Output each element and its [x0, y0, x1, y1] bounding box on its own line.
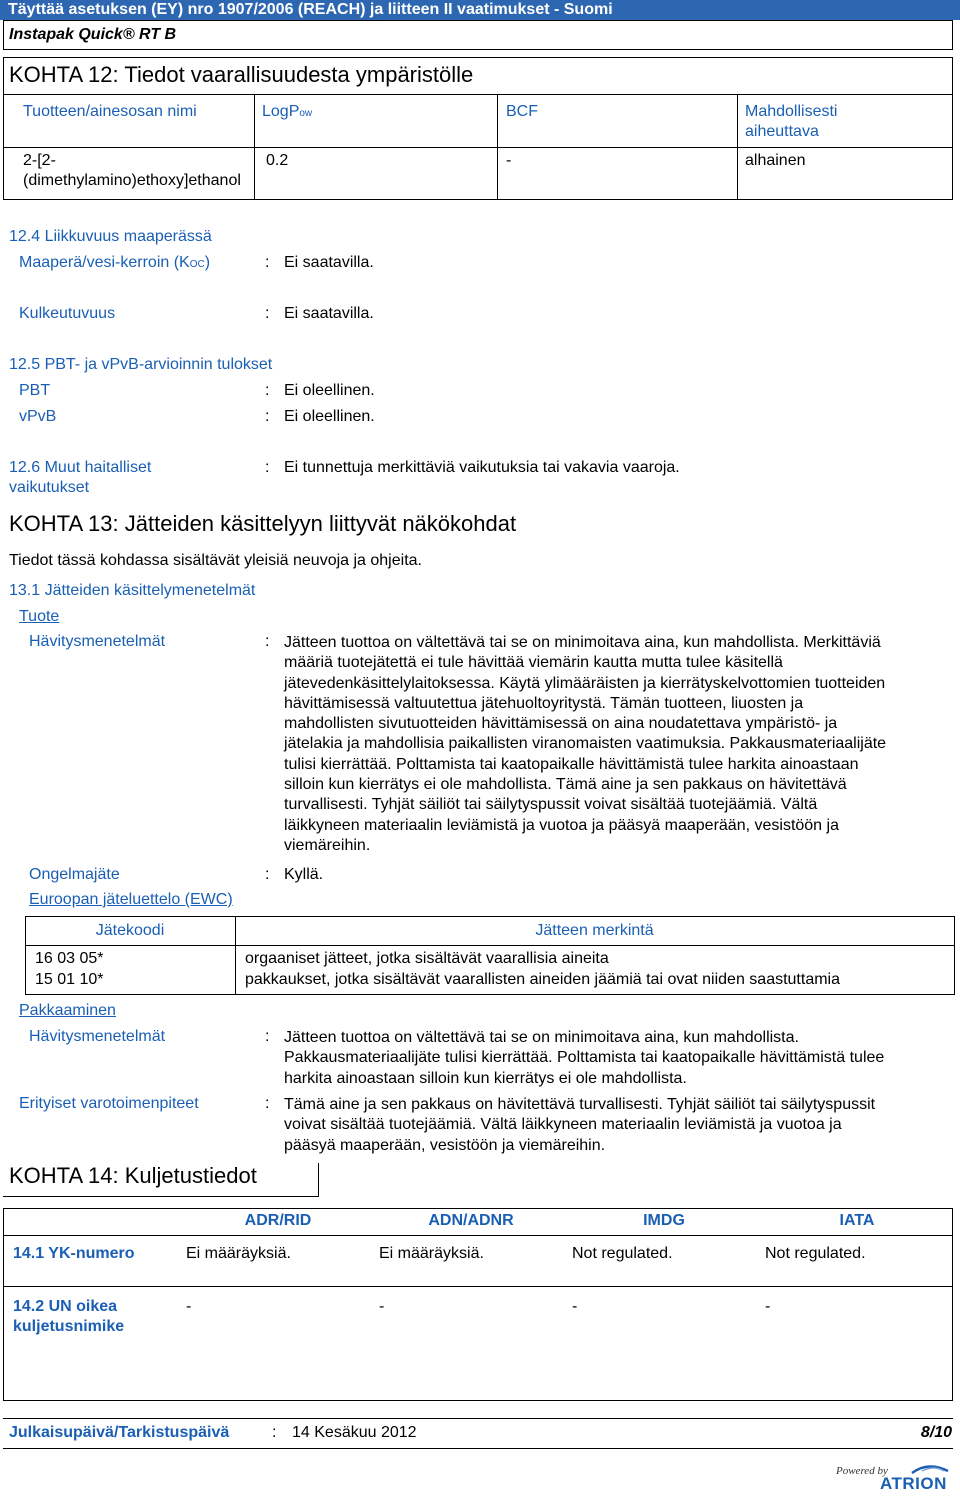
product-name: Instapak Quick® RT B — [9, 26, 177, 43]
havitys-line: tulisi kierrättää. Polttamista tai kaatopaikalle hävittämistä tulee harkita ainoastaan — [284, 755, 859, 773]
vpvb-value: Ei oleellinen. — [284, 408, 375, 425]
erityiset-label: Erityiset varotoimenpiteet — [19, 1095, 199, 1112]
erityiset-text — [284, 1095, 954, 1156]
pak-havitys-label: Hävitysmenetelmät — [29, 1028, 166, 1045]
pak-havitys-line: harkita ainoastaan silloin kun kierrätys ei ole mahdollista. — [284, 1069, 687, 1087]
ewc-table-right — [954, 916, 955, 995]
erityiset-line: Tämä aine ja sen pakkaus on hävitettävä turvallisesti. Tyhjät säiliöt tai säilytyspussit — [284, 1096, 876, 1113]
powered-by-text: Powered by — [836, 1465, 888, 1477]
footer-date-label: Julkaisupäivä/Tarkistuspäivä — [9, 1424, 230, 1441]
section-13-title: KOHTA 13: Jätteiden käsittelyyn liittyvät näkökohdat — [9, 511, 517, 536]
transport-col-adr: ADR/RID — [244, 1212, 312, 1229]
ewc-code: 16 03 05* — [35, 950, 104, 967]
table-header-logp: LogPow — [262, 103, 313, 120]
havitys-text — [284, 633, 954, 856]
havitys-line: viemäreihin. — [284, 836, 371, 854]
havitys-line: hävittämisessä valtuutettua jätehuoltoyritystä. Tämän tuotteen, liuosten ja — [284, 694, 804, 712]
substance-name-line-1: 2-[2- — [23, 152, 56, 169]
heading-12-6-line-2: vaikutukset — [9, 479, 90, 496]
vpvb-colon: : — [265, 408, 270, 425]
section-14-box — [3, 1208, 953, 1401]
un-name-adn: - — [379, 1298, 385, 1315]
page-number: 8/10 — [920, 1424, 952, 1441]
table-header-potential-2: aiheuttava — [745, 123, 819, 140]
ewc-table-bottom — [25, 994, 955, 995]
footer-colon: : — [272, 1424, 277, 1441]
kulkeutuvuus-colon: : — [265, 305, 270, 322]
heading-12-6-line-1: 12.6 Muut haitalliset — [9, 459, 152, 476]
pak-havitys-line: Jätteen tuottoa on vältettävä tai se on minimoitava aina, kun mahdollista. — [284, 1029, 799, 1046]
heading-12-4: 12.4 Liikkuvuus maaperässä — [9, 228, 212, 245]
transport-header-rule — [3, 1235, 953, 1236]
substance-potential: alhainen — [745, 152, 806, 169]
transport-col-imdg: IMDG — [643, 1212, 685, 1229]
ewc-table-header-rule — [25, 945, 955, 946]
ewc-header-code: Jätekoodi — [95, 922, 165, 939]
pakkaaminen-heading: Pakkaaminen — [19, 1002, 116, 1019]
table-header-rule — [3, 147, 953, 148]
ongelmajate-value: Kyllä. — [284, 866, 324, 883]
pbt-colon: : — [265, 382, 270, 399]
pak-havitys-colon: : — [265, 1028, 270, 1045]
havitys-label: Hävitysmenetelmät — [29, 633, 166, 650]
havitys-line: läikkyneen materiaalin leviämistä ja vuotoa ja pääsyä maaperään, vesistöön ja — [284, 816, 839, 834]
havitys-line: Jätteen tuottoa on vältettävä tai se on minimoitava aina, kun mahdollista. Merkittäviä — [284, 634, 881, 651]
un-name-imdg: - — [572, 1298, 578, 1315]
section-12-divider — [3, 94, 953, 95]
atrion-logo-text: ATRION — [880, 1474, 947, 1493]
footer-rule-bottom — [3, 1448, 953, 1449]
footer-date: 14 Kesäkuu 2012 — [292, 1424, 417, 1441]
un-name-iata: - — [765, 1298, 771, 1315]
ewc-desc: pakkaukset, jotka sisältävät vaarallisten aineiden jäämiä tai ovat niiden saastuttamia — [245, 971, 840, 988]
ewc-code: 15 01 10* — [35, 971, 104, 988]
ewc-header-desc: Jätteen merkintä — [535, 922, 654, 939]
section-14-title: KOHTA 14: Kuljetustiedot — [3, 1163, 319, 1197]
vpvb-label: vPvB — [19, 408, 57, 425]
tuote-heading: Tuote — [19, 608, 60, 625]
un-name-adr: - — [186, 1298, 192, 1315]
havitys-line: silloin kun kierrätys ei ole mahdollista. Tämä aine ja sen pakkaus on hävitettävä — [284, 776, 847, 794]
erityiset-line: voivat sisältää tuotejäämiä. Vältä läikkyneen materiaalin leviämistä ja vuotoa ja — [284, 1116, 842, 1134]
havitys-line: jätevedenkäsittelylaitoksessa. Käytä ylimääräisten ja kierrätyskelvottomien tuotteiden — [284, 674, 886, 692]
transport-row-rule — [3, 1286, 953, 1287]
substance-logp: 0.2 — [266, 152, 289, 169]
koc-label: Maaperä/vesi-kerroin (KOC) — [19, 254, 211, 271]
substance-bcf: - — [506, 152, 512, 169]
un-number-label: 14.1 YK-numero — [13, 1245, 135, 1262]
section-13-intro: Tiedot tässä kohdassa sisältävät yleisiä neuvoja ja ohjeita. — [9, 552, 422, 569]
ewc-table-top — [25, 916, 955, 917]
s126-value: Ei tunnettuja merkittäviä vaikutuksia tai vakavia vaaroja. — [284, 459, 680, 476]
pak-havitys-text — [284, 1028, 954, 1089]
un-name-label-line-2: kuljetusnimike — [13, 1318, 125, 1335]
table-header-potential-1: Mahdollisesti — [745, 103, 838, 120]
footer-rule-top — [3, 1418, 953, 1419]
erityiset-line: pääsyä maaperään, vesistöön ja viemäreihin. — [284, 1136, 606, 1154]
pak-havitys-line: Pakkausmateriaalijäte tulisi kierrättää. Polttamista tai kaatopaikalle hävittämistä tulee — [284, 1049, 885, 1067]
table-header-name: Tuotteen/ainesosan nimi — [23, 103, 197, 120]
ongelmajate-label: Ongelmajäte — [29, 866, 120, 883]
heading-12-5: 12.5 PBT- ja vPvB-arvioinnin tulokset — [9, 356, 273, 373]
table-header-bcf: BCF — [506, 103, 538, 120]
transport-col-iata: IATA — [839, 1212, 875, 1229]
havitys-colon: : — [265, 633, 270, 650]
s126-colon: : — [265, 459, 270, 476]
un-number-iata: Not regulated. — [765, 1245, 866, 1262]
substance-name-line-2: (dimethylamino)ethoxy]ethanol — [23, 172, 241, 189]
kulkeutuvuus-label: Kulkeutuvuus — [19, 305, 116, 322]
havitys-line: jätelakia ja mahdollisia paikallisten viranomaisten vaatimuksia. Pakkausmateriaalijäte — [284, 735, 887, 753]
havitys-line: turvallisesti. Tyhjät säiliöt tai säilytyspussit voivat sisältää tuotejäämiä. Vältä — [284, 796, 818, 814]
koc-value: Ei saatavilla. — [284, 254, 374, 271]
ewc-heading: Euroopan jäteluettelo (EWC) — [29, 891, 233, 908]
ongelmajate-colon: : — [265, 866, 270, 883]
ewc-desc: orgaaniset jätteet, jotka sisältävät vaarallisia aineita — [245, 950, 609, 967]
pbt-label: PBT — [19, 382, 51, 399]
transport-col-adn: ADN/ADNR — [428, 1212, 514, 1229]
pbt-value: Ei oleellinen. — [284, 382, 375, 399]
heading-13-1: 13.1 Jätteiden käsittelymenetelmät — [9, 582, 256, 599]
un-number-adr: Ei määräyksiä. — [186, 1245, 291, 1262]
koc-colon: : — [265, 254, 270, 271]
section-12-title: KOHTA 12: Tiedot vaarallisuudesta ympäristölle — [9, 62, 474, 87]
un-name-label-line-1: 14.2 UN oikea — [13, 1298, 118, 1315]
havitys-line: määriä tuotejätettä ei tule hävittää viemärin kautta mutta tulee käsitellä — [284, 654, 783, 672]
havitys-line: mahdollisten sivutuotteiden hävittämisessä on aina noudatettava ympäristö- ja — [284, 715, 838, 733]
document-header-title: Täyttää asetuksen (EY) nro 1907/2006 (REACH) ja liitteen II vaatimukset - Suomi — [8, 1, 613, 18]
kulkeutuvuus-value: Ei saatavilla. — [284, 305, 374, 322]
erityiset-colon: : — [265, 1095, 270, 1112]
un-number-adn: Ei määräyksiä. — [379, 1245, 484, 1262]
un-number-imdg: Not regulated. — [572, 1245, 673, 1262]
